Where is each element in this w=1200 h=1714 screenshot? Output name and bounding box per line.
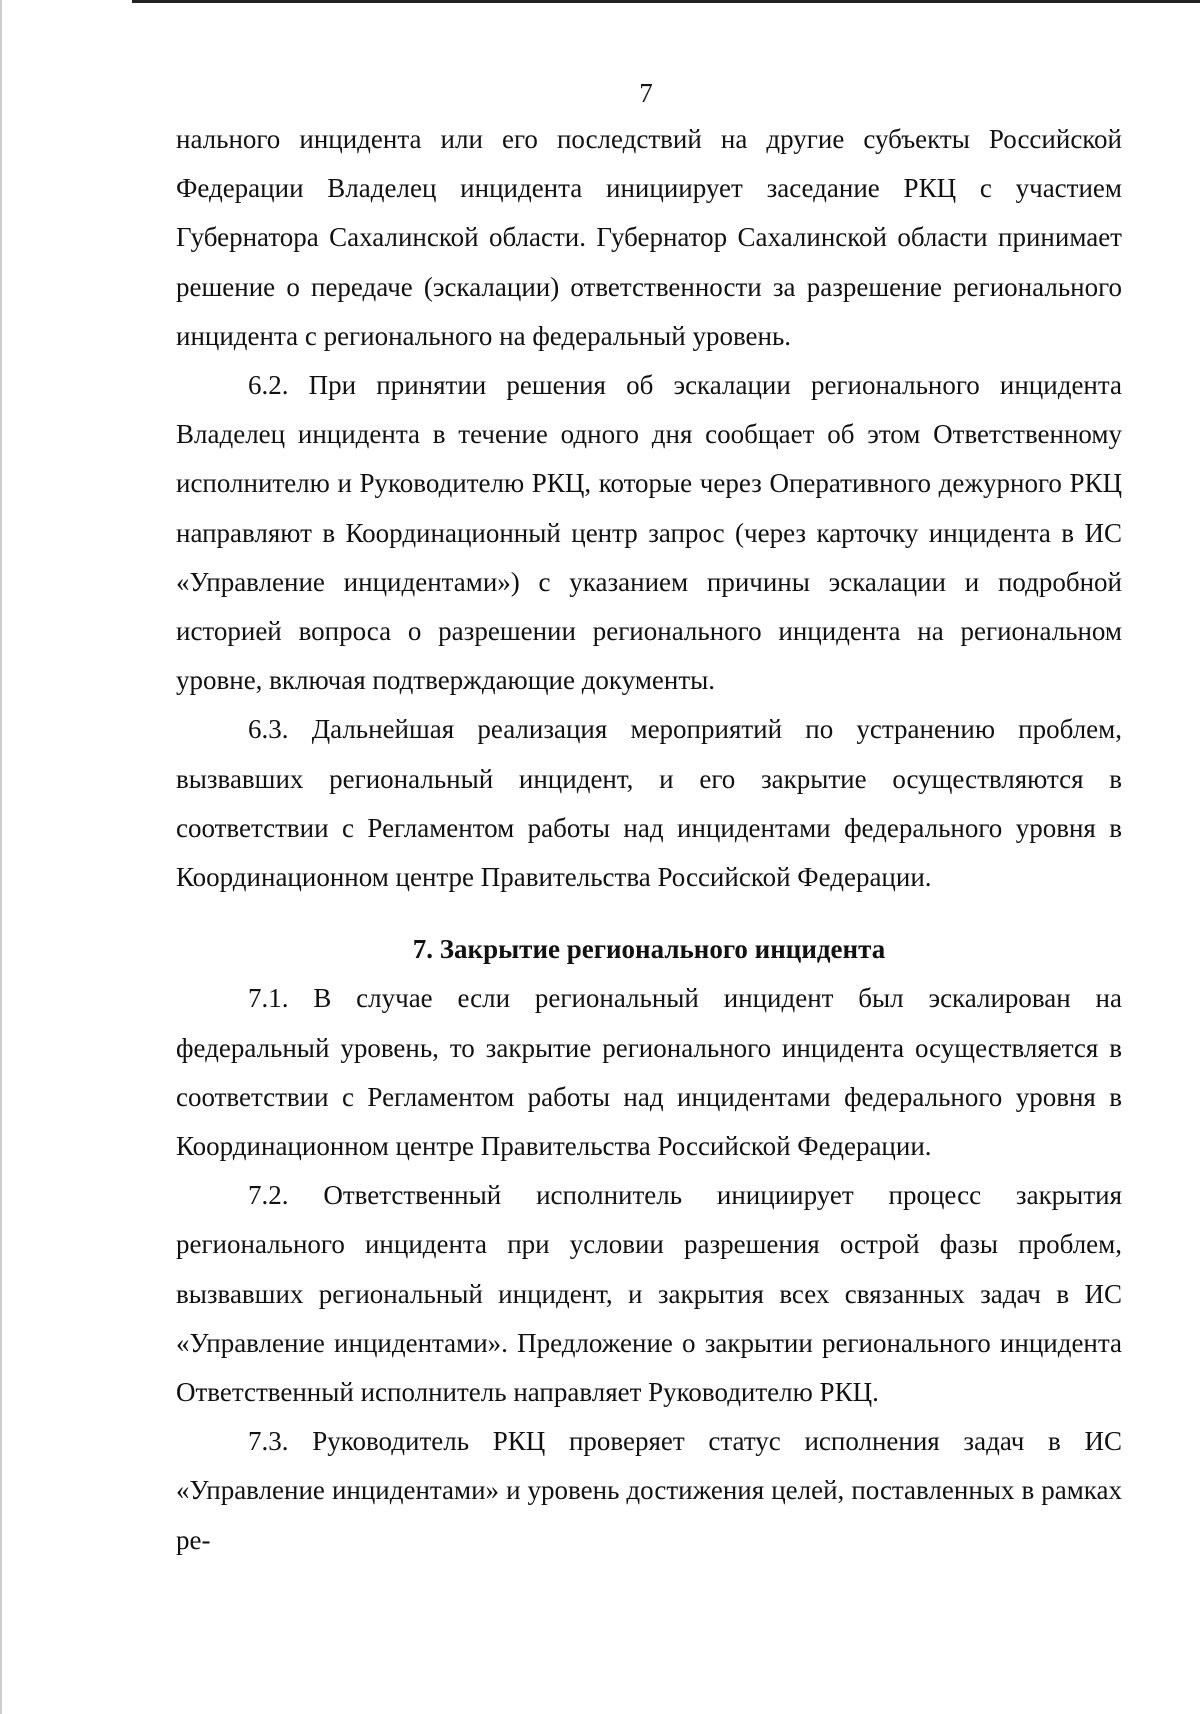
paragraph-7-1: 7.1. В случае если региональный инцидент был эскалирован на федеральный уровень, то закрытие регионального инцидента осуществляется в соответствии с Регламентом работы над инцидентами федерального уровня в Координационном центре Правительства Российской Федерации.: [176, 983, 1122, 1162]
document-body: [176, 115, 1122, 1565]
paragraph-7-3: 7.3. Руководитель РКЦ проверяет статус исполнения задач в ИС «Управление инцидентами» и уровень достижения целей, поставленных в рамках ре-: [176, 1426, 1122, 1555]
paragraph-continuation: нального инцидента или его последствий на другие субъекты Российской Федерации Владелец инцидента инициирует заседание РКЦ с участием Губернатора Сахалинской области. Губернатор Сахалинской области принимает решение о передаче (эскалации) ответственности за разрешение регионального инцидента с регионального на федеральный уровень.: [176, 124, 1122, 351]
paragraph-6-2: 6.2. При принятии решения об эскалации регионального инцидента Владелец инцидента в течение одного дня сообщает об этом Ответственному исполнителю и Руководителю РКЦ, которые через Оперативного дежурного РКЦ направляют в Координационный центр запрос (через карточку инцидента в ИС «Управление инцидентами») с указанием причины эскалации и подробной историей вопроса о разрешении регионального инцидента на региональном уровне, включая подтверждающие документы.: [176, 370, 1122, 696]
scan-left-edge: [0, 0, 2, 1714]
scan-border-line: [132, 0, 1200, 3]
section-heading: 7. Закрытие регионального инцидента: [412, 934, 886, 965]
page-number: 7: [639, 78, 653, 108]
paragraph-6-3: 6.3. Дальнейшая реализация мероприятий по устранению проблем, вызвавших региональный инцидент, и его закрытие осуществляются в соответствии с Регламентом работы над инцидентами федерального уровня в Координационном центре Правительства Российской Федерации.: [176, 714, 1122, 893]
paragraph-7-2: 7.2. Ответственный исполнитель инициирует процесс закрытия регионального инцидента при условии разрешения острой фазы проблем, вызвавших региональный инцидент, и закрытия всех связанных задач в ИС «Управление инцидентами». Предложение о закрытии регионального инцидента Ответственный исполнитель направляет Руководителю РКЦ.: [176, 1180, 1122, 1408]
